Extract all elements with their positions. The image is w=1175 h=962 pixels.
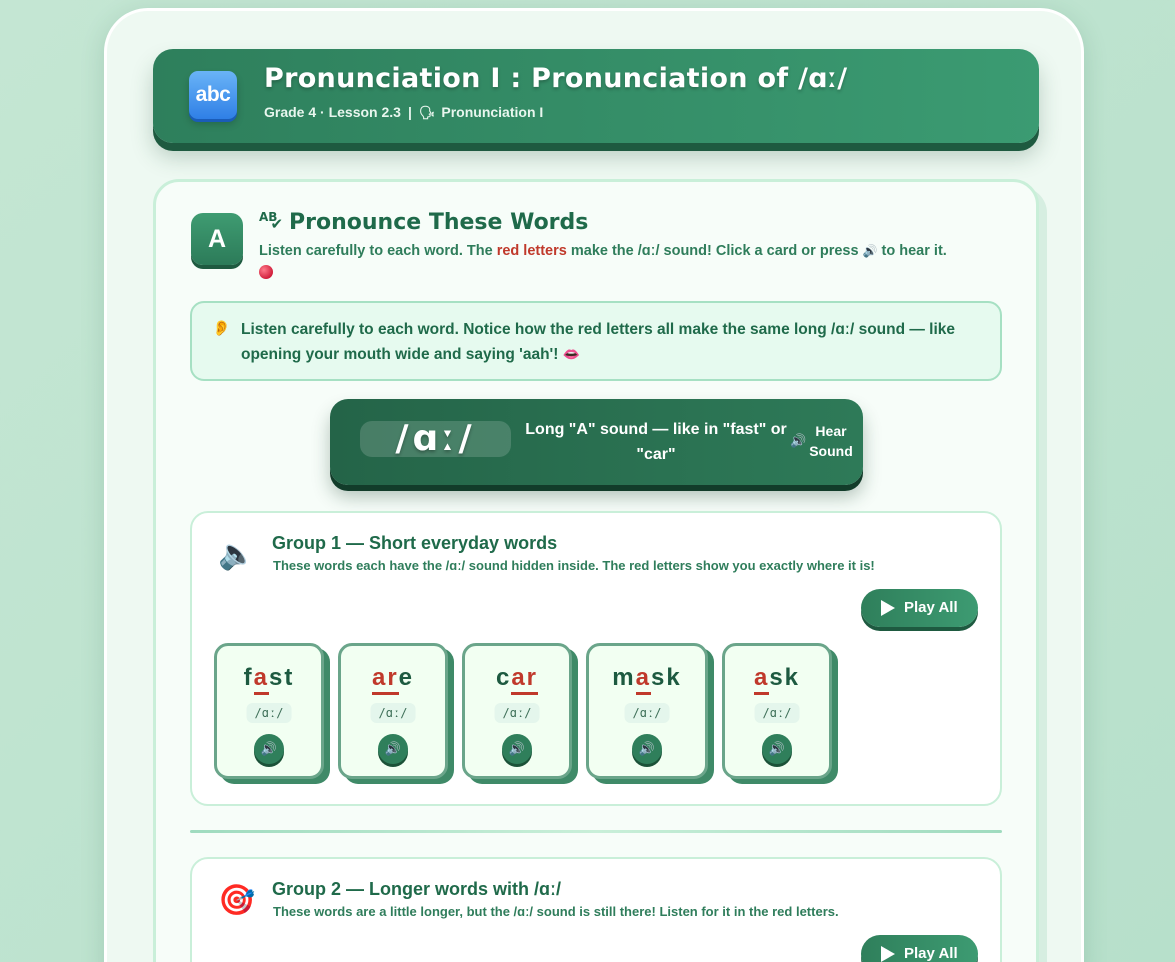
- section-badge: A: [191, 213, 243, 265]
- hear-sound-label: Hear Sound: [809, 423, 853, 459]
- play-icon: [881, 600, 895, 616]
- meta-separator: |: [407, 104, 412, 120]
- highlight-letters: a: [254, 664, 269, 695]
- play-all-label: Play All: [904, 599, 958, 616]
- desc-part: to hear it.: [877, 243, 947, 259]
- ab-check-icon: AB: [259, 210, 278, 224]
- ipa-pill: /ɑː/: [247, 703, 292, 723]
- speaker-icon[interactable]: 🔊: [502, 734, 532, 764]
- target-sound-card: [330, 399, 863, 485]
- word-text: mask: [589, 664, 705, 692]
- ipa-pill: /ɑː/: [625, 703, 670, 723]
- desc-part: Listen carefully to each word. The: [259, 243, 497, 259]
- ipa-pill: /ɑː/: [371, 703, 416, 723]
- speaker-icon[interactable]: 🔊: [632, 734, 662, 764]
- grade-lesson: Grade 4 · Lesson 2.3: [264, 104, 401, 120]
- word-group-1: [190, 511, 1002, 806]
- tip-body: Listen carefully to each word. Notice how the red letters all make the same long /ɑː/ sound — like opening your mouth wide and saying 'aah'!: [241, 321, 956, 363]
- lesson-title: Pronunciation I : Pronunciation of /ɑː/: [264, 63, 848, 94]
- ear-icon: 👂: [212, 320, 231, 337]
- word-card[interactable]: [586, 643, 708, 779]
- ipa-pill: /ɑː/: [755, 703, 800, 723]
- red-dot-icon: [259, 265, 273, 279]
- check-icon: ✔: [270, 215, 284, 233]
- section-description: [259, 242, 1019, 280]
- word-card[interactable]: [722, 643, 832, 779]
- unit-name: Pronunciation I: [441, 104, 544, 120]
- speaker-icon[interactable]: 🔊: [762, 734, 792, 764]
- page-container: [104, 8, 1084, 962]
- speaker-icon[interactable]: 🔊: [378, 734, 408, 764]
- word-text: are: [341, 664, 445, 692]
- group-description: These words each have the /ɑː/ sound hidden inside. The red letters show you exactly where it is!: [273, 558, 875, 573]
- red-letters-text: red letters: [496, 243, 567, 259]
- play-all-button[interactable]: [861, 589, 978, 627]
- speaker-low-icon: 🔈: [218, 538, 256, 571]
- highlight-letters: ar: [511, 664, 538, 695]
- speaking-head-icon: 🗣: [418, 105, 436, 120]
- lesson-meta: [264, 104, 543, 121]
- highlight-letters: a: [754, 664, 769, 695]
- speaker-icon[interactable]: 🔊: [254, 734, 284, 764]
- group-title: Group 1 — Short everyday words: [272, 533, 558, 553]
- lesson-header: [153, 49, 1039, 143]
- word-card[interactable]: [338, 643, 448, 779]
- play-all-button[interactable]: [861, 935, 978, 962]
- lips-icon: 👄: [562, 346, 581, 362]
- section-divider: [190, 830, 1002, 833]
- highlight-letters: a: [636, 664, 651, 695]
- sound-description: Long "A" sound — like in "fast" or "car": [525, 421, 787, 463]
- desc-part: make the /ɑː/ sound! Click a card or press: [566, 243, 863, 259]
- word-card[interactable]: [462, 643, 572, 779]
- section-a-panel: [153, 179, 1039, 962]
- play-all-label: Play All: [904, 945, 958, 962]
- play-icon: [881, 946, 895, 962]
- group-description: These words are a little longer, but the /ɑː/ sound is still there! Listen for it in the red letters.: [273, 904, 839, 919]
- speaker-icon: 🔊: [790, 433, 807, 448]
- word-group-2: [190, 857, 1002, 962]
- section-title-text: Pronounce These Words: [289, 210, 589, 235]
- section-title: [259, 210, 588, 235]
- listening-tip: [190, 301, 1002, 381]
- group-title: Group 2 — Longer words with /ɑː/: [272, 879, 561, 899]
- word-card[interactable]: [214, 643, 324, 779]
- ipa-pill: /ɑː/: [495, 703, 540, 723]
- target-icon: 🎯: [218, 884, 256, 917]
- ipa-symbol: /ɑː/: [360, 421, 511, 457]
- word-text: fast: [217, 664, 321, 692]
- highlight-letters: ar: [372, 664, 399, 695]
- word-text: car: [465, 664, 569, 692]
- abc-icon: abc: [189, 71, 237, 119]
- tip-text: [241, 317, 981, 367]
- speaker-icon: 🔊: [862, 244, 878, 258]
- word-text: ask: [725, 664, 829, 692]
